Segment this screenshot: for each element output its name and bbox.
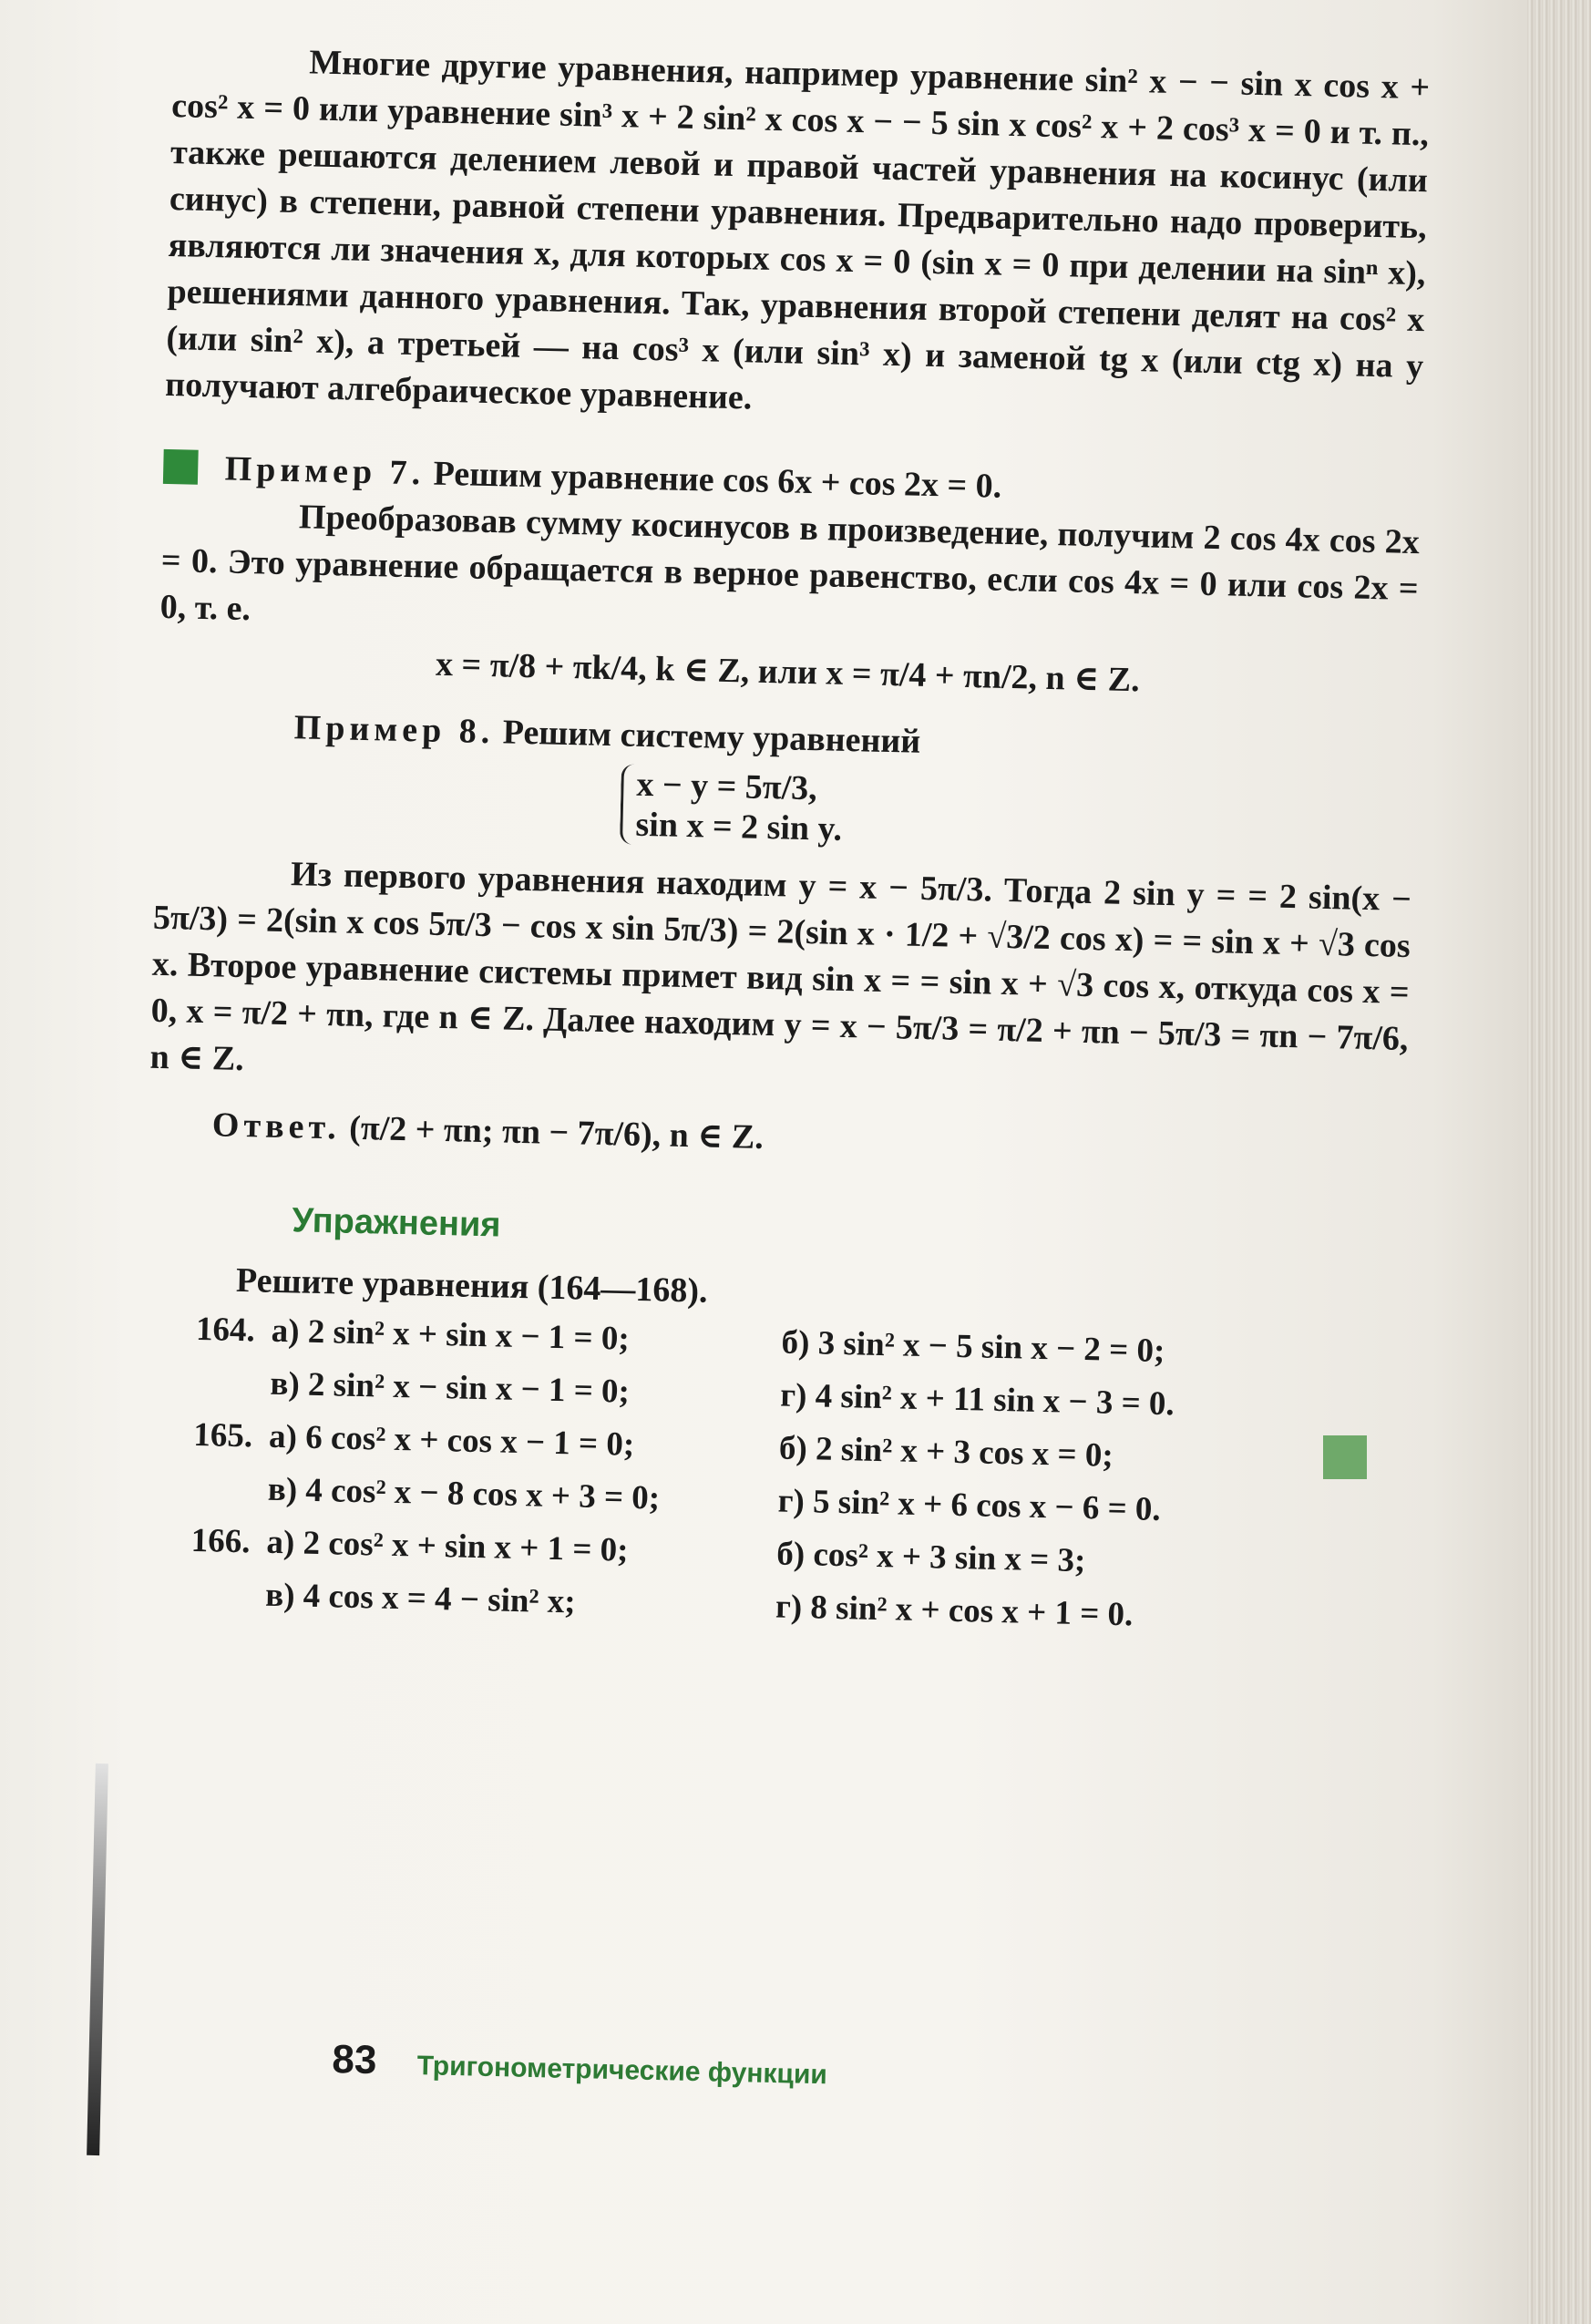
exercise-grid — [138, 1302, 1402, 1648]
exercise-number: 166. — [190, 1521, 251, 1561]
exercise-item: г) 5 sin² x + 6 cos x − 6 = 0. — [777, 1482, 1162, 1528]
exercise-number — [142, 1355, 271, 1411]
exercise-item: в) 4 cos² x − 8 cos x + 3 = 0; — [267, 1470, 661, 1517]
page-number: 83 — [331, 2037, 377, 2083]
exercise-number: 165. — [192, 1415, 253, 1455]
exercise-item: а) 6 cos² x + cos x − 1 = 0; — [268, 1417, 635, 1464]
section-title: Тригонометрические функции — [416, 2051, 828, 2091]
exercises-instruction: Решите уравнения (164—168). — [235, 1260, 709, 1311]
exercise-number — [139, 1461, 268, 1517]
intro-paragraph: Многие другие уравнения, например уравнение sin² x − − sin x cos x + cos² x = 0 или уравнение sin³ x + 2 sin² x cos x − − 5 sin x cos² x + 2 cos³ x = 0 и т. п., также решаются делением левой и правой частей уравнения на косинус (или синус) в степени, равной степени уравнения. Предварительно надо проверить, являются ли значения x, для которых cos x = 0 (sin x = 0 при делении на sinⁿ x), решениями данного уравнения. Так, уравнения второй степени делят на cos² x (или sin² x), а третьей — на cos³ x (или sin³ x) и заменой tg x (или ctg x) на y получают алгебраическое уравнение. — [164, 43, 1431, 417]
answer-value: (π/2 + πn; πn − 7π/6), n ∈ Z. — [348, 1108, 765, 1157]
system-line2: sin x = 2 sin y. — [635, 805, 843, 848]
exercise-item: б) 3 sin² x − 5 sin x − 2 = 0; — [781, 1323, 1165, 1371]
section-marker-icon — [163, 449, 199, 485]
example8-solution: Из первого уравнения находим y = x − 5π/3. Тогда 2 sin y = = 2 sin(x − 5π/3) = 2(sin x cos 5π/3 − cos x sin 5π/3) = 2(sin x · 1/2 + √3/2 cos x) = = sin x + √3 cos x. Второе уравнение системы примет вид sin x = = sin x + √3 cos x, откуда cos x = 0, x = π/2 + πn, где n ∈ Z. Далее находим y = x − 5π/3 = π/2 + πn − 5π/3 = πn − 7π/6, n ∈ Z. — [149, 855, 1412, 1079]
exercise-item: г) 4 sin² x + 11 sin x − 3 = 0. — [779, 1376, 1175, 1424]
exercise-item: б) cos² x + 3 sin x = 3; — [775, 1535, 1086, 1580]
example8-title: Пример 8. — [293, 708, 495, 752]
example8-heading — [157, 702, 1415, 776]
exercise-item: а) 2 sin² x + sin x − 1 = 0; — [271, 1311, 631, 1358]
example7-body: Преобразовав сумму косинусов в произведение, получим 2 cos 4x cos 2x = 0. Это уравнение обращается в верное равенство, если cos 4x = 0 или cos 2x = 0, т. е. — [159, 498, 1421, 629]
exercise-item: г) 8 sin² x + cos x + 1 = 0. — [775, 1588, 1134, 1634]
exercise-number: 164. — [195, 1310, 256, 1350]
example8-statement: Решим систему уравнений — [502, 713, 921, 761]
exercise-number — [138, 1567, 266, 1622]
section-end-marker-icon — [1323, 1435, 1367, 1479]
example8-system — [620, 764, 1414, 862]
exercises-heading: Упражнения — [292, 1201, 501, 1245]
system-line1: x − y = 5π/3, — [636, 765, 818, 808]
exercise-item: а) 2 cos² x + sin x + 1 = 0; — [266, 1523, 629, 1569]
example7-formula: x = π/8 + πk/4, k ∈ Z, или x = π/4 + πn/2, n ∈ Z. — [435, 644, 1141, 700]
exercise-item: б) 2 sin² x + 3 cos x = 0; — [778, 1429, 1114, 1475]
page-edge — [1527, 0, 1591, 2324]
page-content — [138, 36, 1431, 1648]
exercise-item: в) 2 sin² x − sin x − 1 = 0; — [270, 1364, 631, 1411]
example7-statement: Решим уравнение cos 6x + cos 2x = 0. — [433, 454, 1002, 506]
system-brace — [620, 764, 843, 849]
example7-title: Пример 7. — [224, 449, 426, 493]
exercise-item: в) 4 cos x = 4 − sin² x; — [264, 1576, 577, 1621]
answer-line — [211, 1102, 1406, 1176]
answer-label: Ответ. — [211, 1105, 342, 1147]
